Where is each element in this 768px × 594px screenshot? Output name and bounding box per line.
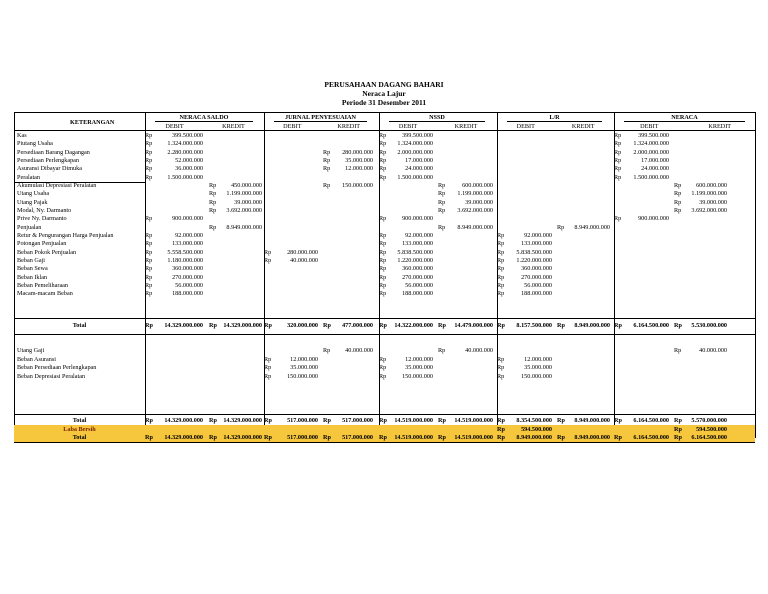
rp-label: Rp — [614, 132, 622, 139]
amount-ns-debit: 270.000.000 — [172, 273, 203, 281]
rp-label: Rp — [674, 190, 682, 198]
rp-label: Rp — [379, 132, 387, 139]
rp-label: Rp — [438, 206, 446, 214]
rp-label: Rp — [674, 198, 682, 206]
rp-label: Rp — [614, 165, 622, 173]
report-period: Periode 31 Desember 2011 — [341, 98, 427, 107]
rp-label: Rp — [379, 240, 387, 248]
amount-nssd-kredit: 14.519.000.000 — [454, 434, 493, 441]
account-label: Persediaan Perlengkapan — [17, 156, 80, 164]
account-label: Kas — [17, 132, 27, 139]
amount-lr-debit: 1.220.000.000 — [516, 256, 552, 264]
rp-label: Rp — [557, 322, 565, 329]
amount-nssd-kredit: 14.479.000.000 — [454, 322, 493, 329]
rp-label: Rp — [264, 417, 272, 424]
amount-ns-kredit: 39.000.000 — [234, 198, 262, 206]
amount-nssd-kredit: 8.949.000.000 — [457, 223, 493, 231]
header-nssd: NSSD — [429, 114, 445, 121]
amount-ns-debit: 1.180.000.000 — [167, 256, 203, 264]
amount-ner-kredit: 594.500.000 — [696, 425, 727, 433]
amount-nssd-debit: 133.000.000 — [402, 240, 433, 248]
rp-label: Rp — [438, 190, 446, 198]
laba-bersih-label: Laba Bersih — [63, 425, 96, 433]
header-neraca-kredit: KREDIT — [708, 123, 732, 130]
account-label: Penjualan — [17, 223, 42, 231]
rp-label: Rp — [614, 156, 622, 164]
rp-label: Rp — [379, 248, 387, 256]
rp-label: Rp — [674, 206, 682, 214]
rp-label: Rp — [674, 434, 682, 441]
amount-ner-debit: 1.324.000.000 — [633, 140, 669, 148]
amount-ns-debit: 360.000.000 — [172, 265, 203, 273]
amount-nssd-debit: 900.000.000 — [402, 215, 433, 223]
amount-nssd-debit: 92.000.000 — [405, 231, 433, 239]
rp-label: Rp — [674, 417, 682, 424]
rp-label: Rp — [264, 256, 272, 264]
amount-ner-debit: 6.164.500.000 — [633, 322, 669, 329]
rp-label: Rp — [497, 372, 505, 380]
amount-nssd-debit: 14.322.000.000 — [394, 322, 433, 329]
rp-label: Rp — [379, 364, 387, 371]
amount-ner-kredit: 40.000.000 — [699, 347, 727, 354]
rp-label: Rp — [438, 322, 446, 329]
amount-nssd-debit: 270.000.000 — [402, 273, 433, 281]
amount-nssd-kredit: 3.692.000.000 — [457, 206, 493, 214]
amount-nssd-debit: 12.000.000 — [405, 355, 433, 363]
amount-nssd-debit: 150.000.000 — [402, 372, 433, 380]
rp-label: Rp — [145, 173, 153, 181]
amount-nssd-debit: 1.220.000.000 — [397, 256, 433, 264]
amount-jp-kredit: 517.000.000 — [342, 434, 373, 441]
amount-ns-debit: 1.500.000.000 — [167, 173, 203, 181]
rp-label: Rp — [497, 248, 505, 256]
rp-label: Rp — [145, 281, 153, 289]
rp-label: Rp — [438, 223, 446, 231]
rp-label: Rp — [557, 417, 565, 424]
rp-label: Rp — [438, 181, 446, 189]
amount-jp-kredit: 477.000.000 — [342, 322, 373, 329]
amount-nssd-debit: 399.500.000 — [402, 132, 433, 139]
header-lr: L/R — [549, 114, 560, 121]
rp-label: Rp — [379, 273, 387, 281]
amount-nssd-debit: 17.000.000 — [405, 156, 433, 164]
amount-ner-kredit: 1.199.000.000 — [691, 190, 727, 198]
rp-label: Rp — [145, 273, 153, 281]
rp-label: Rp — [145, 417, 153, 424]
amount-ns-kredit: 450.000.000 — [231, 181, 262, 189]
account-label: Akumulasi Depresiasi Peralatan — [17, 181, 97, 189]
rp-label: Rp — [264, 434, 272, 441]
rp-label: Rp — [614, 148, 622, 156]
rp-label: Rp — [145, 256, 153, 264]
rp-label: Rp — [264, 322, 272, 329]
account-label: Asuransi Dibayar Dimuka — [17, 165, 82, 173]
amount-lr-kredit: 8.949.000.000 — [574, 223, 610, 231]
amount-nssd-debit: 1.500.000.000 — [397, 173, 433, 181]
account-label: Potongan Penjualan — [17, 240, 67, 248]
amount-nssd-kredit: 600.000.000 — [462, 181, 493, 189]
adjust-account-label: Beban Depresiasi Peralatan — [17, 372, 86, 380]
rp-label: Rp — [145, 132, 153, 139]
amount-nssd-debit: 56.000.000 — [405, 281, 433, 289]
header-neraca-saldo-kredit: KREDIT — [222, 123, 245, 130]
rp-label: Rp — [145, 290, 153, 298]
header-keterangan: KETERANGAN — [70, 119, 115, 126]
account-label: Persediaan Barang Dagangan — [17, 148, 90, 156]
rp-label: Rp — [264, 372, 272, 380]
grid-col-2 — [264, 112, 265, 438]
amount-ns-debit: 14.329.000.000 — [164, 434, 203, 441]
amount-lr-debit: 56.000.000 — [524, 281, 552, 289]
rp-label: Rp — [379, 265, 387, 273]
rp-label: Rp — [557, 223, 565, 231]
amount-nssd-debit: 24.000.000 — [405, 165, 433, 173]
rp-label: Rp — [323, 148, 331, 156]
amount-ns-kredit: 14.329.000.000 — [223, 434, 262, 441]
rp-label: Rp — [264, 364, 272, 371]
amount-jp-kredit: 517.000.000 — [342, 417, 373, 424]
rp-label: Rp — [145, 265, 153, 273]
account-label: Utang Usaha — [17, 190, 50, 198]
grid-col-6 — [755, 112, 756, 438]
rp-label: Rp — [497, 364, 505, 371]
rp-label: Rp — [614, 322, 622, 329]
amount-lr-kredit: 8.949.000.000 — [574, 417, 610, 424]
rp-label: Rp — [209, 190, 217, 198]
amount-jp-debit: 40.000.000 — [290, 256, 318, 264]
rp-label: Rp — [323, 347, 331, 354]
amount-nssd-debit: 188.000.000 — [402, 290, 433, 298]
header-lr-underline — [507, 121, 602, 122]
report-subtitle: Neraca Lajur — [362, 89, 406, 98]
amount-lr-debit: 150.000.000 — [521, 372, 552, 380]
account-label: Beban Sewa — [17, 265, 48, 273]
rp-label: Rp — [379, 156, 387, 164]
rp-label: Rp — [323, 434, 331, 441]
rp-label: Rp — [264, 355, 272, 363]
amount-ner-kredit: 600.000.000 — [696, 181, 727, 189]
amount-ner-debit: 6.164.500.000 — [633, 434, 669, 441]
rp-label: Rp — [209, 181, 217, 189]
amount-jp-debit: 150.000.000 — [287, 372, 318, 380]
amount-ner-debit: 1.500.000.000 — [633, 173, 669, 181]
rp-label: Rp — [323, 156, 331, 164]
amount-ns-debit: 14.329.000.000 — [164, 417, 203, 424]
header-neraca-saldo: NERACA SALDO — [179, 114, 229, 121]
rp-label: Rp — [438, 417, 446, 424]
header-nssd-kredit: KREDIT — [454, 123, 478, 130]
rp-label: Rp — [145, 231, 153, 239]
amount-ns-kredit: 1.199.000.000 — [226, 190, 262, 198]
amount-ner-debit: 399.500.000 — [638, 132, 669, 139]
amount-nssd-kredit: 14.519.000.000 — [454, 417, 493, 424]
amount-jp-kredit: 40.000.000 — [345, 347, 373, 354]
amount-ner-debit: 2.000.000.000 — [633, 148, 669, 156]
amount-ns-kredit: 14.329.000.000 — [223, 417, 262, 424]
amount-ns-debit: 36.000.000 — [175, 165, 203, 173]
grid-total2-top — [14, 414, 755, 415]
header-nssd-underline — [389, 121, 485, 122]
account-label: Utang Pajak — [17, 198, 48, 206]
header-neraca-saldo-underline — [155, 121, 253, 122]
amount-ns-debit: 900.000.000 — [172, 215, 203, 223]
rp-label: Rp — [145, 215, 153, 223]
rp-label: Rp — [209, 198, 217, 206]
header-nssd-debit: DEBIT — [398, 123, 418, 130]
amount-lr-debit: 12.000.000 — [524, 355, 552, 363]
header-jurnal-penyesuaian-underline — [274, 121, 367, 122]
amount-ns-debit: 2.280.000.000 — [167, 148, 203, 156]
rp-label: Rp — [145, 165, 153, 173]
rp-label: Rp — [323, 417, 331, 424]
rp-label: Rp — [497, 290, 505, 298]
total-label: Total — [72, 434, 87, 441]
rp-label: Rp — [209, 223, 217, 231]
amount-lr-debit: 35.000.000 — [524, 364, 552, 371]
amount-jp-debit: 12.000.000 — [290, 355, 318, 363]
rp-label: Rp — [614, 140, 622, 148]
rp-label: Rp — [438, 434, 446, 441]
amount-ner-debit: 17.000.000 — [641, 156, 669, 164]
amount-jp-kredit: 12.000.000 — [345, 165, 373, 173]
rp-label: Rp — [145, 140, 153, 148]
rp-label: Rp — [379, 173, 387, 181]
amount-nssd-kredit: 39.000.000 — [465, 198, 493, 206]
rp-label: Rp — [497, 425, 505, 433]
amount-ns-kredit: 14.329.000.000 — [223, 322, 262, 329]
grid-col-0 — [14, 112, 15, 438]
amount-ner-kredit: 6.164.500.000 — [691, 434, 727, 441]
grid-total1-bottom — [14, 334, 755, 335]
account-label: Prive Ny. Darmanto — [17, 215, 67, 223]
header-neraca: NERACA — [671, 114, 698, 121]
amount-lr-kredit: 8.949.000.000 — [574, 322, 610, 329]
amount-lr-debit: 8.354.500.000 — [516, 417, 552, 424]
amount-ns-debit: 14.329.000.000 — [164, 322, 203, 329]
header-neraca-debit: DEBIT — [640, 123, 659, 130]
amount-nssd-debit: 35.000.000 — [405, 364, 433, 371]
amount-jp-debit: 280.000.000 — [287, 248, 318, 256]
rp-label: Rp — [497, 281, 505, 289]
amount-lr-debit: 594.500.000 — [521, 425, 552, 433]
amount-lr-debit: 270.000.000 — [521, 273, 552, 281]
rp-label: Rp — [379, 290, 387, 298]
rp-label: Rp — [497, 265, 505, 273]
amount-ns-debit: 56.000.000 — [175, 281, 203, 289]
amount-jp-debit: 517.000.000 — [287, 434, 318, 441]
amount-nssd-debit: 5.838.500.000 — [397, 248, 433, 256]
amount-jp-debit: 517.000.000 — [287, 417, 318, 424]
amount-lr-debit: 92.000.000 — [524, 231, 552, 239]
rp-label: Rp — [209, 322, 217, 329]
rp-label: Rp — [379, 322, 387, 329]
account-label: Modal, Ny. Darmanto — [17, 206, 72, 214]
rp-label: Rp — [674, 425, 682, 433]
rp-label: Rp — [497, 355, 505, 363]
amount-ns-debit: 1.324.000.000 — [167, 140, 203, 148]
rp-label: Rp — [209, 434, 217, 441]
account-label: Peralatan — [17, 173, 41, 181]
rp-label: Rp — [674, 181, 682, 189]
amount-ns-kredit: 3.692.000.000 — [226, 206, 262, 214]
amount-jp-kredit: 280.000.000 — [342, 148, 373, 156]
rp-label: Rp — [379, 165, 387, 173]
header-neraca-saldo-debit: DEBIT — [165, 123, 184, 130]
adjust-account-label: Beban Persediaan Perlengkapan — [17, 364, 97, 371]
rp-label: Rp — [497, 256, 505, 264]
rp-label: Rp — [379, 215, 387, 223]
amount-nssd-debit: 14.519.000.000 — [394, 434, 433, 441]
amount-lr-debit: 8.157.500.000 — [516, 322, 552, 329]
rp-label: Rp — [557, 434, 565, 441]
header-jurnal-penyesuaian-kredit: KREDIT — [337, 123, 361, 130]
amount-ns-debit: 5.558.500.000 — [167, 248, 203, 256]
account-label: Beban Gaji — [17, 256, 46, 264]
amount-ns-kredit: 8.949.000.000 — [226, 223, 262, 231]
total-label: Total — [72, 417, 87, 424]
rp-label: Rp — [145, 240, 153, 248]
rp-label: Rp — [264, 248, 272, 256]
account-label: Beban Pokok Penjualan — [17, 248, 77, 256]
header-jurnal-penyesuaian: JURNAL PENYESUAIAN — [285, 114, 356, 121]
account-label: Piutang Usaha — [17, 140, 53, 148]
rp-label: Rp — [209, 206, 217, 214]
rp-label: Rp — [674, 322, 682, 329]
rp-label: Rp — [323, 165, 331, 173]
grid-final-bottom — [14, 442, 755, 443]
amount-nssd-debit: 360.000.000 — [402, 265, 433, 273]
amount-ner-kredit: 5.530.000.000 — [691, 322, 727, 329]
adjust-account-label: Utang Gaji — [17, 347, 45, 354]
rp-label: Rp — [323, 181, 331, 189]
amount-lr-debit: 8.949.000.000 — [516, 434, 552, 441]
amount-lr-kredit: 8.949.000.000 — [574, 434, 610, 441]
grid-top — [14, 112, 755, 113]
rp-label: Rp — [674, 347, 682, 354]
rp-label: Rp — [379, 256, 387, 264]
rp-label: Rp — [497, 322, 505, 329]
amount-jp-kredit: 150.000.000 — [342, 181, 373, 189]
header-jurnal-penyesuaian-debit: DEBIT — [283, 123, 302, 130]
header-neraca-underline — [624, 121, 745, 122]
amount-nssd-kredit: 1.199.000.000 — [457, 190, 493, 198]
amount-lr-debit: 133.000.000 — [521, 240, 552, 248]
rp-label: Rp — [497, 240, 505, 248]
account-label: Retur & Pengurangan Harga Penjualan — [17, 231, 114, 239]
amount-ns-debit: 399.500.000 — [172, 132, 203, 139]
rp-label: Rp — [614, 215, 622, 223]
header-lr-kredit: KREDIT — [571, 123, 595, 130]
rp-label: Rp — [323, 322, 331, 329]
grid-total1-top — [14, 318, 755, 319]
rp-label: Rp — [145, 156, 153, 164]
amount-ner-kredit: 5.570.000.000 — [691, 417, 727, 424]
rp-label: Rp — [145, 248, 153, 256]
account-label: Macam-macam Beban — [17, 290, 73, 298]
amount-nssd-debit: 14.519.000.000 — [394, 417, 433, 424]
adjust-account-label: Beban Asuransi — [17, 355, 57, 363]
rp-label: Rp — [145, 148, 153, 156]
amount-ns-debit: 52.000.000 — [175, 156, 203, 164]
rp-label: Rp — [497, 273, 505, 281]
amount-ner-kredit: 3.692.000.000 — [691, 206, 727, 214]
rp-label: Rp — [438, 198, 446, 206]
amount-ns-debit: 92.000.000 — [175, 231, 203, 239]
report-title: PERUSAHAAN DAGANG BAHARI — [324, 80, 444, 89]
amount-jp-debit: 35.000.000 — [290, 364, 318, 371]
rp-label: Rp — [379, 148, 387, 156]
rp-label: Rp — [209, 417, 217, 424]
rp-label: Rp — [614, 173, 622, 181]
amount-lr-debit: 360.000.000 — [521, 265, 552, 273]
rp-label: Rp — [379, 372, 387, 380]
amount-nssd-kredit: 40.000.000 — [465, 347, 493, 354]
amount-ner-debit: 24.000.000 — [641, 165, 669, 173]
rp-label: Rp — [379, 417, 387, 424]
rp-label: Rp — [145, 322, 153, 329]
rp-label: Rp — [497, 434, 505, 441]
amount-nssd-debit: 1.324.000.000 — [397, 140, 433, 148]
account-label: Beban Pemeliharaan — [17, 281, 69, 289]
amount-nssd-debit: 2.000.000.000 — [397, 148, 433, 156]
rp-label: Rp — [614, 417, 622, 424]
amount-ns-debit: 188.000.000 — [172, 290, 203, 298]
amount-lr-debit: 5.838.500.000 — [516, 248, 552, 256]
rp-label: Rp — [379, 281, 387, 289]
amount-jp-debit: 320.000.000 — [287, 322, 318, 329]
rp-label: Rp — [379, 355, 387, 363]
rp-label: Rp — [379, 231, 387, 239]
amount-ner-debit: 900.000.000 — [638, 215, 669, 223]
total-label: Total — [72, 322, 87, 329]
rp-label: Rp — [379, 140, 387, 148]
amount-jp-kredit: 35.000.000 — [345, 156, 373, 164]
rp-label: Rp — [145, 434, 153, 441]
amount-ner-debit: 6.164.500.000 — [633, 417, 669, 424]
amount-ner-kredit: 39.000.000 — [699, 198, 727, 206]
rp-label: Rp — [497, 231, 505, 239]
header-lr-debit: DEBIT — [516, 123, 535, 130]
rp-label: Rp — [497, 417, 505, 424]
rp-label: Rp — [379, 434, 387, 441]
amount-ns-debit: 133.000.000 — [172, 240, 203, 248]
rp-label: Rp — [614, 434, 622, 441]
rp-label: Rp — [438, 347, 446, 354]
amount-lr-debit: 188.000.000 — [521, 290, 552, 298]
account-label: Beban Iklan — [17, 273, 48, 281]
